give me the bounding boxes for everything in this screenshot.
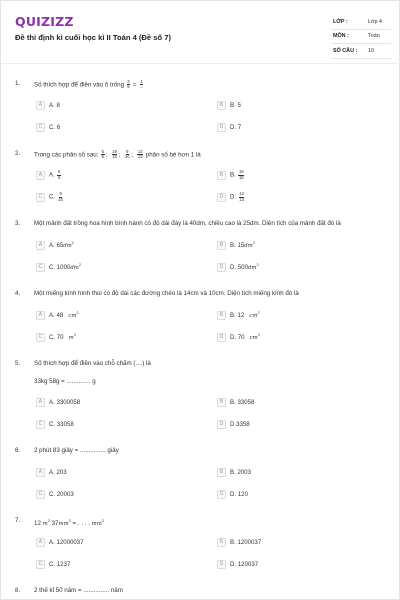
option-label: C. — [49, 193, 57, 201]
option-b[interactable] — [217, 100, 241, 110]
option-a[interactable] — [36, 397, 80, 407]
denominator: 6 — [101, 154, 104, 160]
option-b[interactable] — [217, 467, 251, 477]
option-c[interactable] — [36, 122, 60, 132]
option-c[interactable] — [36, 419, 74, 429]
option-text: A. 8 — [49, 101, 60, 109]
option-label: B. — [230, 171, 238, 179]
option-text: A. 12000037 — [49, 538, 84, 546]
question-text-part: = . . . . — [70, 520, 92, 527]
question-text: 2 phút 83 giây = ............... giây — [34, 447, 119, 454]
option-text: B. 2003 — [230, 468, 252, 476]
meta-row-class — [331, 15, 391, 30]
option-text — [230, 263, 259, 271]
question-text-part: = — [131, 81, 139, 89]
option-d[interactable] — [217, 192, 245, 202]
question-text-part: Trong các phân số sau: — [34, 151, 101, 159]
meta-row-count — [331, 44, 391, 59]
option-value: A. 65 — [49, 242, 64, 249]
option-b[interactable] — [217, 170, 245, 180]
option-text: B. 5 — [230, 101, 241, 109]
option-d[interactable] — [217, 419, 250, 429]
option-letter-badge: A — [36, 241, 45, 250]
option-value: D. 500 — [230, 264, 248, 271]
question-text: Trong các phân số sau: $\frac{5}{6}$ ; $\frac{19}{18}$ ; $\frac{9}{10}$ ; $\frac{12}{13}$ phân số bé hơn 1 là — [34, 149, 201, 160]
option-letter-badge: A — [36, 538, 45, 547]
option-text: A. 203 — [49, 468, 67, 476]
option-letter-badge: C — [36, 123, 45, 132]
option-letter-badge: A — [36, 398, 45, 407]
header-divider — [1, 63, 400, 64]
option-unit: cm — [249, 313, 258, 319]
question-number: 1. — [15, 80, 21, 87]
option-letter-badge: D — [217, 123, 226, 132]
option-b[interactable] — [217, 537, 261, 547]
option-letter-badge: A — [36, 101, 45, 110]
option-text: B. 1200037 — [230, 538, 262, 546]
option-text — [49, 241, 74, 249]
option-text: C. 6 — [49, 123, 61, 131]
question-text: 2 thế kỉ 50 năm = ............... năm — [34, 587, 123, 594]
option-text — [230, 241, 255, 249]
option-unit: cm — [249, 335, 258, 341]
option-d[interactable] — [217, 489, 248, 499]
fraction — [139, 80, 144, 90]
denominator: 10 — [58, 196, 63, 202]
denominator: ... — [139, 84, 144, 90]
question-text-part: 37 — [49, 520, 59, 527]
option-text — [49, 263, 81, 271]
question-text: Một mảnh đất trồng hoa hình bình hành có độ dài đáy là 40dm, chiều cao là 25dm. Diện tích của mảnh đất đó là — [34, 220, 341, 227]
meta-info-box — [331, 15, 391, 59]
option-unit: m — [68, 335, 74, 341]
option-b[interactable] — [217, 240, 255, 250]
option-text: D.3358 — [230, 420, 250, 428]
meta-value: Lớp 4 — [368, 18, 383, 25]
question-text-part: phân số bé hơn 1 là — [144, 151, 201, 159]
option-c[interactable] — [36, 262, 81, 272]
option-unit: dm — [244, 243, 253, 249]
question-subline: 33kg 58g = .............. g — [34, 378, 96, 385]
option-exponent: 2 — [71, 241, 74, 245]
option-letter-badge: C — [36, 193, 45, 202]
option-exponent: 2 — [257, 333, 260, 337]
fraction — [125, 150, 131, 160]
question-number: 4. — [15, 290, 21, 297]
meta-key: MÔN : — [333, 33, 349, 40]
option-letter-badge: D — [217, 333, 226, 342]
meta-row-subject — [331, 30, 391, 45]
option-text: D. 120 — [230, 490, 248, 498]
numerator: 9 — [59, 191, 62, 197]
option-exponent: 2 — [252, 241, 255, 245]
option-exponent: 2 — [76, 311, 79, 315]
option-letter-badge: A — [36, 171, 45, 180]
option-b[interactable] — [217, 397, 254, 407]
question-number: 6. — [15, 447, 21, 454]
exponent: 2 — [47, 519, 50, 523]
option-label: A. — [49, 171, 57, 179]
unit: mm — [58, 521, 69, 527]
question-number: 2. — [15, 150, 21, 157]
option-text — [230, 170, 245, 180]
option-exponent: 2 — [78, 263, 82, 267]
numerator: 3 — [127, 79, 130, 84]
option-c[interactable] — [36, 489, 74, 499]
fraction — [239, 192, 245, 202]
denominator: 10 — [125, 154, 130, 160]
option-letter-badge: C — [36, 490, 45, 499]
option-value: D. 70 — [230, 334, 247, 341]
option-unit: cm — [68, 313, 77, 319]
option-text: D. 120037 — [230, 560, 259, 568]
option-text: D. 7 — [230, 123, 242, 131]
option-text: C. 1237 — [49, 560, 71, 568]
numerator: 12 — [137, 149, 143, 154]
numerator: 9 — [126, 149, 129, 154]
fraction — [112, 150, 118, 160]
option-letter-badge: D — [217, 490, 226, 499]
option-exponent: 2 — [73, 333, 76, 337]
option-c[interactable] — [36, 559, 70, 569]
denominator: 6 — [57, 174, 61, 180]
option-value: C. 70 — [49, 334, 66, 341]
option-value: B. 12 — [230, 312, 246, 319]
option-text — [49, 192, 64, 202]
fraction — [127, 80, 130, 90]
option-text — [230, 192, 245, 202]
option-unit: dm — [70, 265, 79, 271]
option-text — [49, 333, 76, 341]
denominator: 13 — [239, 196, 244, 202]
numerator: 5 — [101, 149, 104, 154]
exponent: 2 — [101, 519, 104, 523]
meta-key: SỐ CÂU : — [333, 47, 358, 54]
exponent: 2 — [68, 519, 71, 523]
page-title: Đề thi định kì cuối học kì II Toán 4 (Đề số 7) — [15, 33, 171, 42]
option-d[interactable] — [217, 262, 259, 272]
meta-value: 10 — [368, 47, 374, 54]
numerator: 19 — [238, 169, 244, 175]
denominator: 18 — [112, 154, 117, 160]
option-d[interactable] — [217, 332, 260, 342]
option-letter-badge: B — [217, 101, 226, 110]
option-a[interactable] — [36, 100, 60, 110]
question-number: 8. — [15, 587, 21, 594]
fraction — [58, 192, 64, 202]
option-letter-badge: D — [217, 193, 226, 202]
quizizz-logo: QUIZIZZ — [15, 14, 74, 29]
option-letter-badge: B — [217, 468, 226, 477]
option-letter-badge: D — [217, 560, 226, 569]
option-a[interactable] — [36, 240, 74, 250]
denominator: 18 — [238, 174, 244, 180]
option-text: B. 33058 — [230, 398, 255, 406]
question-text-part: 12 — [34, 520, 43, 527]
option-letter-badge: D — [217, 420, 226, 429]
unit: mm — [91, 521, 102, 527]
question-number: 7. — [15, 517, 21, 524]
option-letter-badge: B — [217, 398, 226, 407]
option-letter-badge: A — [36, 468, 45, 477]
option-unit: dm — [247, 265, 257, 271]
option-value: A. 48 — [49, 312, 65, 319]
numerator: 19 — [112, 149, 117, 154]
option-a[interactable] — [36, 467, 67, 477]
unit: m — [42, 521, 48, 527]
option-a[interactable] — [36, 310, 79, 320]
option-c[interactable] — [36, 192, 64, 202]
option-value: C. 1000 — [49, 264, 71, 271]
option-letter-badge: B — [217, 171, 226, 180]
option-text — [49, 311, 79, 319]
option-letter-badge: C — [36, 263, 45, 272]
option-letter-badge: C — [36, 420, 45, 429]
question-text: Số thích hợp để điền vào chỗ chấm (....) là — [34, 360, 151, 367]
option-a[interactable] — [36, 170, 62, 180]
option-text: C. 20003 — [49, 490, 74, 498]
question-text-part: Số thích hợp để điền vào ô trống — [34, 81, 126, 89]
option-d[interactable] — [217, 559, 258, 569]
question-text — [34, 80, 386, 90]
option-letter-badge: A — [36, 311, 45, 320]
option-c[interactable] — [36, 332, 76, 342]
option-letter-badge: C — [36, 560, 45, 569]
option-exponent: 2 — [257, 311, 260, 315]
option-letter-badge: B — [217, 311, 226, 320]
option-unit: dm — [63, 243, 72, 249]
numerator: 12 — [239, 191, 244, 197]
fraction — [137, 150, 143, 160]
option-a[interactable] — [36, 537, 84, 547]
option-text — [49, 170, 62, 180]
option-exponent: 2 — [256, 263, 259, 267]
question-number: 5. — [15, 360, 21, 367]
fraction — [101, 150, 104, 160]
option-text — [230, 311, 260, 319]
numerator: 5 — [57, 169, 61, 175]
fraction — [238, 170, 244, 180]
option-text: A. 3300058 — [49, 398, 81, 406]
question-text: Một miếng kính hình thoi có độ dài các đường chéo là 14cm và 10cm. Diện tích miếng kính đó là — [34, 290, 299, 297]
denominator: 13 — [137, 154, 143, 160]
option-d[interactable] — [217, 122, 241, 132]
option-b[interactable] — [217, 310, 260, 320]
option-value: B. 15 — [230, 242, 245, 249]
option-text: C. 33058 — [49, 420, 74, 428]
option-letter-badge: D — [217, 263, 226, 272]
option-letter-badge: C — [36, 333, 45, 342]
option-label: D. — [230, 193, 238, 201]
option-letter-badge: B — [217, 241, 226, 250]
numerator: 4 — [140, 79, 143, 84]
fraction — [57, 170, 60, 180]
option-text — [230, 333, 260, 341]
denominator: 5 — [127, 84, 130, 90]
meta-key: LỚP : — [333, 18, 348, 25]
option-letter-badge: B — [217, 538, 226, 547]
meta-value: Toán — [368, 33, 380, 40]
question-text — [34, 517, 386, 528]
question-number: 3. — [15, 220, 21, 227]
